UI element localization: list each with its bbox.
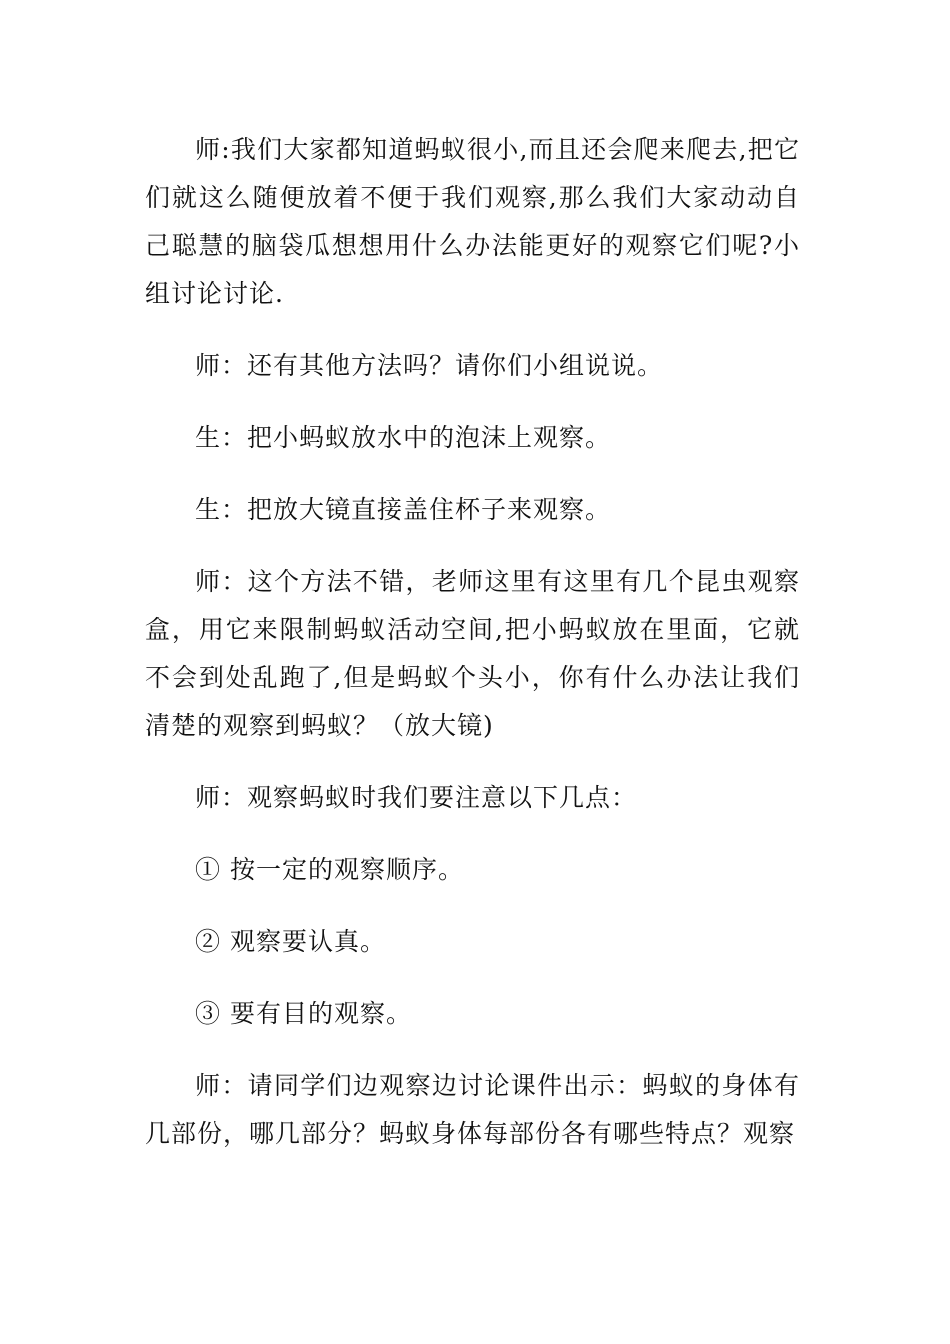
document-body [145, 126, 800, 1158]
paragraph-teacher-discussion: 师：请同学们边观察边讨论课件出示：蚂蚁的身体有几部份，哪几部分？蚂蚁身体每部份各有哪些特点？观察 [145, 1071, 800, 1148]
paragraph-teacher-other-methods: 师：还有其他方法吗？请你们小组说说。 [195, 351, 664, 380]
paragraph-student-magnifier: 生：把放大镜直接盖住杯子来观察。 [195, 495, 612, 524]
paragraph-student-foam: 生：把小蚂蚁放水中的泡沫上观察。 [195, 423, 612, 452]
paragraph-teacher-intro: 师:我们大家都知道蚂蚁很小,而且还会爬来爬去,把它们就这么随便放着不便于我们观察,那么我们大家动动自己聪慧的脑袋瓜想想用什么办法能更好的观察它们呢?小组讨论讨论. [145, 135, 800, 308]
paragraph-teacher-notes: 师：观察蚂蚁时我们要注意以下几点： [195, 783, 638, 812]
paragraph-teacher-observation-box: 师：这个方法不错，老师这里有这里有几个昆虫观察盒，用它来限制蚂蚁活动空间,把小蚂蚁放在里面，它就不会到处乱跑了,但是蚂蚁个头小，你有什么办法让我们清楚的观察到蚂蚁？（放大镜) [145, 567, 800, 740]
list-item-careful: ② 观察要认真。 [195, 927, 386, 956]
list-item-purpose: ③ 要有目的观察。 [195, 999, 412, 1028]
list-item-order: ① 按一定的观察顺序。 [195, 855, 464, 884]
